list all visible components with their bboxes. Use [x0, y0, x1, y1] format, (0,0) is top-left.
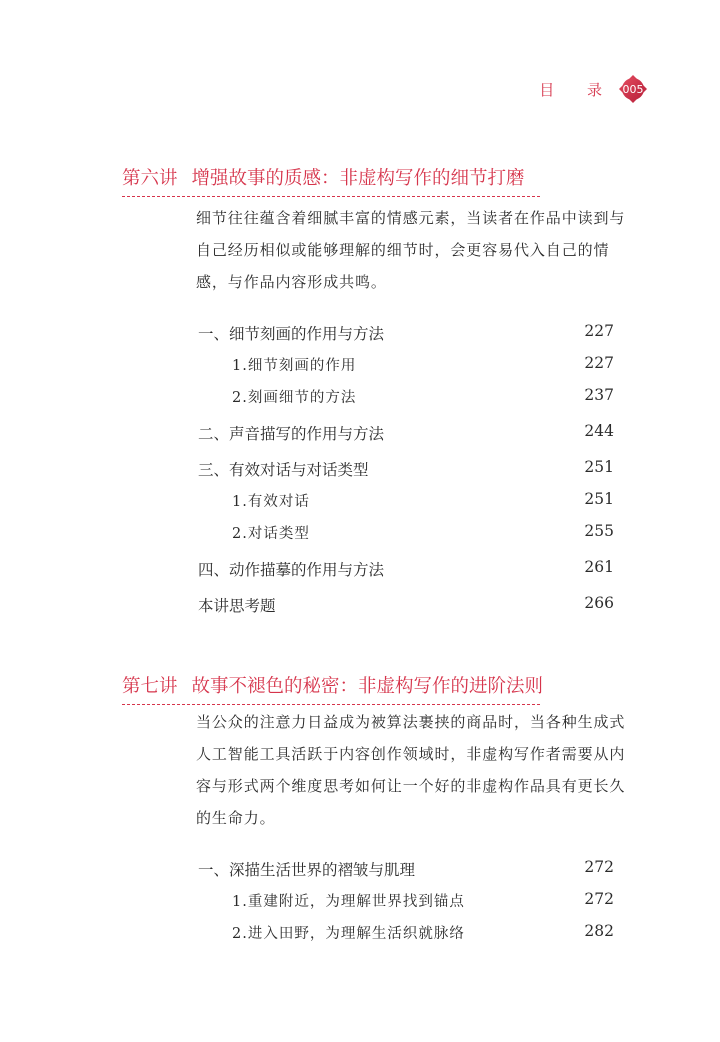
toc-entry-text: 四、动作描摹的作用与方法 — [198, 561, 385, 579]
toc-entry-page: 244 — [584, 422, 614, 440]
toc-entry[interactable] — [198, 858, 614, 880]
chapter-heading: 增强故事的质感：非虚构写作的细节打磨 — [191, 168, 525, 189]
toc-entry-page: 251 — [584, 458, 614, 476]
toc-entry-page: 237 — [584, 386, 614, 404]
toc-entry-text: 2.刻画细节的方法 — [232, 390, 357, 406]
chapter-title — [122, 672, 544, 705]
toc-entry-page: 255 — [584, 522, 614, 540]
page-number-badge — [618, 74, 648, 104]
toc-subentry[interactable] — [232, 922, 614, 943]
chapter-title — [122, 164, 540, 197]
toc-entry-page: 272 — [584, 858, 614, 876]
chapter-intro: 当公众的注意力日益成为被算法裹挟的商品时，当各种生成式人工智能工具活跃于内容创作领域时，非虚构写作者需要从内容与形式两个维度思考如何让一个好的非虚构作品具有更长久的生命力。 — [196, 713, 626, 827]
toc-entry[interactable] — [198, 322, 614, 344]
toc-entry[interactable] — [198, 458, 614, 480]
toc-entry-text: 本讲思考题 — [198, 597, 276, 615]
toc-subentry[interactable] — [232, 522, 614, 543]
toc-entry-page: 227 — [584, 354, 614, 372]
chapter-intro: 细节往往蕴含着细腻丰富的情感元素，当读者在作品中读到与自己经历相似或能够理解的细节时，会更容易代入自己的情感，与作品内容形成共鸣。 — [196, 209, 626, 291]
toc-entry-text: 一、细节刻画的作用与方法 — [198, 325, 385, 343]
toc-entry[interactable] — [198, 422, 614, 444]
toc-entry[interactable] — [198, 558, 614, 580]
toc-entry-text: 二、声音描写的作用与方法 — [198, 425, 385, 443]
toc-entry-text: 2.进入田野，为理解生活织就脉络 — [232, 926, 465, 942]
chapter-label: 第六讲 — [122, 168, 178, 189]
page-number: 005 — [622, 82, 644, 96]
toc-entry-page: 266 — [584, 594, 614, 612]
toc-entry-text: 2.对话类型 — [232, 526, 310, 542]
toc-entry-page: 261 — [584, 558, 614, 576]
toc-entry[interactable] — [198, 594, 614, 616]
running-header — [539, 74, 648, 104]
toc-entry-text: 三、有效对话与对话类型 — [198, 461, 369, 479]
chapter-heading: 故事不褪色的秘密：非虚构写作的进阶法则 — [191, 676, 544, 697]
header-title: 目 录 — [539, 80, 616, 99]
toc-entry-text: 1.有效对话 — [232, 494, 310, 510]
toc-entry-text: 1.重建附近，为理解世界找到锚点 — [232, 894, 465, 910]
toc-entry-page: 227 — [584, 322, 614, 340]
toc-subentry[interactable] — [232, 386, 614, 407]
toc-subentry[interactable] — [232, 890, 614, 911]
toc-entry-page: 251 — [584, 490, 614, 508]
toc-entry-page: 272 — [584, 890, 614, 908]
chapter-label: 第七讲 — [122, 676, 178, 697]
toc-subentry[interactable] — [232, 354, 614, 375]
toc-entry-text: 1.细节刻画的作用 — [232, 358, 357, 374]
toc-subentry[interactable] — [232, 490, 614, 511]
toc-entry-text: 一、深描生活世界的褶皱与肌理 — [198, 861, 416, 879]
toc-entry-page: 282 — [584, 922, 614, 940]
